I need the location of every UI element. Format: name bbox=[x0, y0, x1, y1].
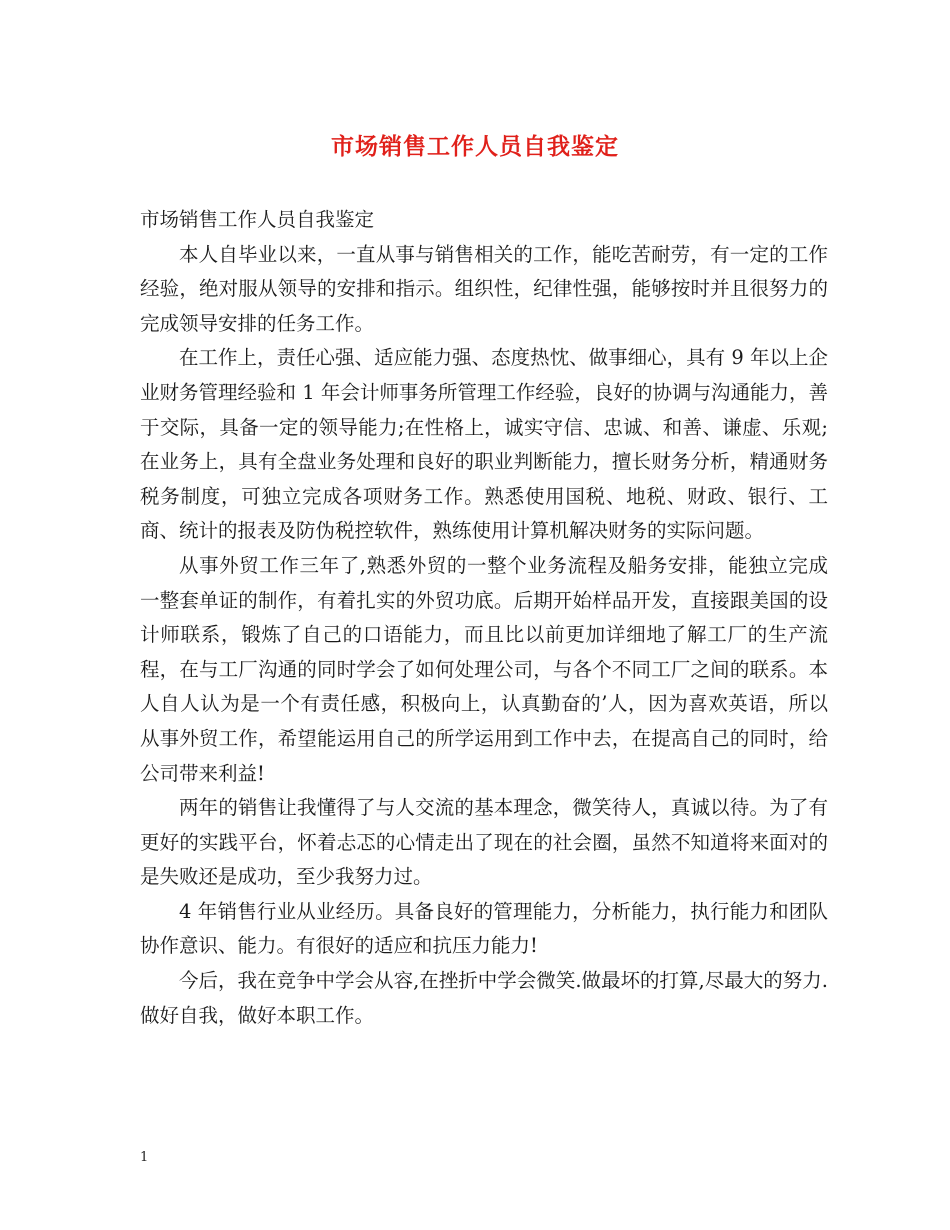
document-body bbox=[140, 203, 828, 1033]
paragraph-5: 4 年销售行业从业经历。具备良好的管理能力，分析能力，执行能力和团队协作意识、能力。有很好的适应和抗压力能力! bbox=[140, 899, 828, 958]
paragraph-4: 两年的销售让我懂得了与人交流的基本理念，微笑待人，真诚以待。为了有更好的实践平台，怀着忐忑的心情走出了现在的社会圈，虽然不知道将来面对的是失败还是成功，至少我努力过。 bbox=[140, 796, 828, 889]
document-title: 市场销售工作人员自我鉴定 bbox=[331, 133, 619, 160]
paragraph-2: 在工作上，责任心强、适应能力强、态度热忱、做事细心，具有 9 年以上企业财务管理经验和 1 年会计师事务所管理工作经验，良好的协调与沟通能力，善于交际，具备一定的领导能力;在性格上，诚实守信、忠诚、和善、谦虚、乐观;在业务上，具有全盘业务处理和良好的职业判断能力，擅长财务分析，精通财务税务制度，可独立完成各项财务工作。熟悉使用国税、地税、财政、银行、工商、统计的报表及防伪税控软件，熟练使用计算机解决财务的实际问题。 bbox=[140, 346, 828, 543]
page-number: 1 bbox=[140, 1150, 149, 1165]
body-heading: 市场销售工作人员自我鉴定 bbox=[140, 208, 375, 231]
paragraph-6: 今后，我在竞争中学会从容,在挫折中学会微笑.做最坏的打算,尽最大的努力.做好自我，做好本职工作。 bbox=[140, 969, 828, 1027]
paragraph-1: 本人自毕业以来，一直从事与销售相关的工作，能吃苦耐劳，有一定的工作经验，绝对服从领导的安排和指示。组织性，纪律性强，能够按时并且很努力的完成领导安排的任务工作。 bbox=[140, 242, 828, 335]
paragraph-3: 从事外贸工作三年了,熟悉外贸的一整个业务流程及船务安排，能独立完成一整套单证的制作，有着扎实的外贸功底。后期开始样品开发，直接跟美国的设计师联系，锻炼了自己的口语能力，而且比以前更加详细地了解工厂的生产流程，在与工厂沟通的同时学会了如何处理公司，与各个不同工厂之间的联系。本人自人认为是一个有责任感，积极向上，认真勤奋的’人，因为喜欢英语，所以从事外贸工作，希望能运用自己的所学运用到工作中去，在提高自己的同时，给公司带来利益! bbox=[140, 553, 828, 785]
